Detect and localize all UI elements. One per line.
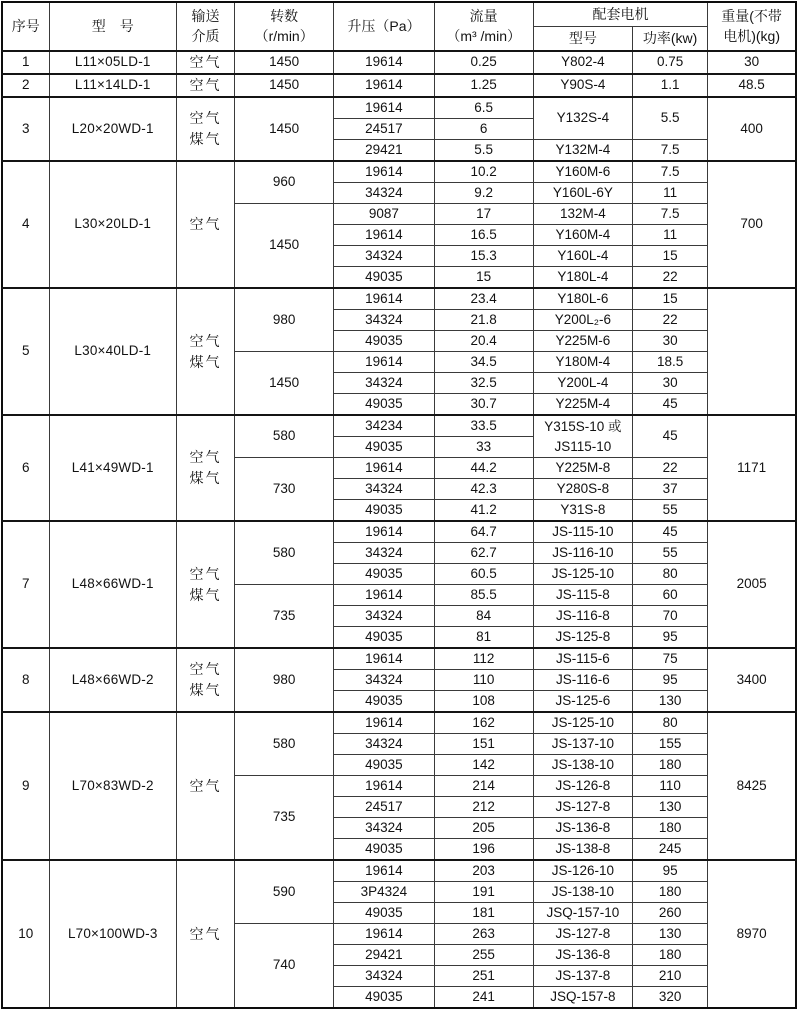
model-cell: L48×66WD-2 <box>49 648 176 712</box>
motor-model-cell: JS-136-8 <box>533 818 632 839</box>
power-cell: 70 <box>633 606 708 627</box>
flow-cell: 42.3 <box>434 479 533 500</box>
pressure-cell: 19614 <box>334 585 434 606</box>
power-cell: 5.5 <box>633 97 708 140</box>
pressure-cell: 34324 <box>334 818 434 839</box>
table-row <box>2 521 796 543</box>
motor-model-cell: JS-116-8 <box>533 606 632 627</box>
motor-model-cell: JS-138-8 <box>533 839 632 861</box>
pressure-cell: 49035 <box>334 500 434 522</box>
motor-model-cell: Y280S-8 <box>533 479 632 500</box>
col-header-speed-line2: （r/min） <box>254 27 314 44</box>
flow-cell: 33 <box>434 437 533 458</box>
flow-cell: 108 <box>434 691 533 713</box>
motor-model-cell: Y160M-6 <box>533 161 632 183</box>
motor-model-cell: Y315S-10 或 JS115-10 <box>533 415 632 458</box>
model-cell: L11×05LD-1 <box>49 51 176 74</box>
motor-model-cell: JSQ-157-10 <box>533 903 632 924</box>
speed-cell: 580 <box>235 521 334 585</box>
motor-model-cell: Y31S-8 <box>533 500 632 522</box>
speed-cell: 580 <box>235 712 334 776</box>
power-cell: 55 <box>633 543 708 564</box>
flow-cell: 151 <box>434 734 533 755</box>
pressure-cell: 19614 <box>334 161 434 183</box>
power-cell: 95 <box>633 860 708 882</box>
motor-model-cell: JS-125-6 <box>533 691 632 713</box>
weight-cell: 2005 <box>708 521 796 648</box>
pressure-cell: 34324 <box>334 310 434 331</box>
serial-cell: 5 <box>2 288 49 415</box>
power-cell: 95 <box>633 670 708 691</box>
speed-cell: 590 <box>235 860 334 924</box>
weight-cell: 400 <box>708 97 796 161</box>
power-cell: 22 <box>633 310 708 331</box>
motor-model-cell: Y200L₂-6 <box>533 310 632 331</box>
flow-cell: 196 <box>434 839 533 861</box>
power-cell: 110 <box>633 776 708 797</box>
medium-cell: 空气 <box>176 161 234 288</box>
flow-cell: 181 <box>434 903 533 924</box>
pressure-cell: 19614 <box>334 458 434 479</box>
weight-cell: 8970 <box>708 860 796 1008</box>
weight-cell: 3400 <box>708 648 796 712</box>
medium-cell: 空气 煤气 <box>176 288 234 415</box>
speed-cell: 735 <box>235 776 334 861</box>
pressure-cell: 34324 <box>334 734 434 755</box>
speed-cell: 980 <box>235 648 334 712</box>
col-header-speed-line1: 转数 <box>270 7 299 24</box>
col-header-flow-line2: （m³ /min） <box>446 27 521 44</box>
flow-cell: 20.4 <box>434 331 533 352</box>
serial-cell: 4 <box>2 161 49 288</box>
pressure-cell: 49035 <box>334 903 434 924</box>
serial-cell: 3 <box>2 97 49 161</box>
pressure-cell: 19614 <box>334 225 434 246</box>
pressure-cell: 34324 <box>334 606 434 627</box>
pressure-cell: 49035 <box>334 987 434 1009</box>
col-header-flow-line1: 流量 <box>469 7 498 24</box>
weight-cell: 30 <box>708 51 796 74</box>
pressure-cell: 19614 <box>334 712 434 734</box>
flow-cell: 81 <box>434 627 533 649</box>
flow-cell: 6 <box>434 119 533 140</box>
motor-model-cell: JS-138-10 <box>533 755 632 776</box>
speed-cell: 1450 <box>235 51 334 74</box>
pressure-cell: 34324 <box>334 543 434 564</box>
motor-model-cell: Y225M-6 <box>533 331 632 352</box>
medium-cell: 空气 煤气 <box>176 648 234 712</box>
col-header-weight <box>708 2 796 51</box>
speed-cell: 735 <box>235 585 334 649</box>
flow-cell: 241 <box>434 987 533 1009</box>
spec-table-body <box>2 51 796 1008</box>
flow-cell: 62.7 <box>434 543 533 564</box>
speed-cell: 1450 <box>235 204 334 289</box>
power-cell: 22 <box>633 267 708 289</box>
motor-model-cell: JS-115-10 <box>533 521 632 543</box>
speed-cell: 1450 <box>235 74 334 97</box>
table-row <box>2 288 796 310</box>
flow-cell: 214 <box>434 776 533 797</box>
power-cell: 55 <box>633 500 708 522</box>
model-cell: L41×49WD-1 <box>49 415 176 521</box>
flow-cell: 263 <box>434 924 533 945</box>
pressure-cell: 19614 <box>334 776 434 797</box>
pressure-cell: 19614 <box>334 352 434 373</box>
motor-model-cell: Y180M-4 <box>533 352 632 373</box>
weight-cell <box>708 288 796 415</box>
pressure-cell: 49035 <box>334 627 434 649</box>
pressure-cell: 19614 <box>334 51 434 74</box>
motor-model-cell: JS-137-8 <box>533 966 632 987</box>
flow-cell: 16.5 <box>434 225 533 246</box>
col-header-medium <box>176 2 234 51</box>
col-header-flow <box>434 2 533 51</box>
power-cell: 45 <box>633 521 708 543</box>
col-header-model: 型 号 <box>49 2 176 51</box>
pressure-cell: 19614 <box>334 97 434 119</box>
pressure-cell: 49035 <box>334 394 434 416</box>
model-cell: L11×14LD-1 <box>49 74 176 97</box>
flow-cell: 9.2 <box>434 183 533 204</box>
model-cell: L20×20WD-1 <box>49 97 176 161</box>
col-header-motor-power: 功率(kw) <box>633 27 708 52</box>
power-cell: 18.5 <box>633 352 708 373</box>
power-cell: 245 <box>633 839 708 861</box>
pressure-cell: 19614 <box>334 74 434 97</box>
col-header-weight-line1: 重量(不带 <box>721 7 782 24</box>
power-cell: 7.5 <box>633 204 708 225</box>
motor-model-cell: Y180L-4 <box>533 267 632 289</box>
serial-cell: 10 <box>2 860 49 1008</box>
flow-cell: 255 <box>434 945 533 966</box>
col-header-serial: 序号 <box>2 2 49 51</box>
table-row <box>2 51 796 74</box>
flow-cell: 85.5 <box>434 585 533 606</box>
table-row <box>2 161 796 183</box>
power-cell: 11 <box>633 225 708 246</box>
pressure-cell: 34324 <box>334 373 434 394</box>
pressure-cell: 34324 <box>334 966 434 987</box>
power-cell: 155 <box>633 734 708 755</box>
pressure-cell: 49035 <box>334 839 434 861</box>
motor-model-cell: JS-125-10 <box>533 564 632 585</box>
power-cell: 15 <box>633 246 708 267</box>
serial-cell: 8 <box>2 648 49 712</box>
pressure-cell: 9087 <box>334 204 434 225</box>
weight-cell: 48.5 <box>708 74 796 97</box>
table-row <box>2 860 796 882</box>
model-cell: L70×100WD-3 <box>49 860 176 1008</box>
medium-cell: 空气 <box>176 860 234 1008</box>
flow-cell: 205 <box>434 818 533 839</box>
table-row <box>2 97 796 119</box>
motor-model-cell: 132M-4 <box>533 204 632 225</box>
flow-cell: 34.5 <box>434 352 533 373</box>
motor-model-cell: JS-126-10 <box>533 860 632 882</box>
model-cell: L30×40LD-1 <box>49 288 176 415</box>
motor-model-cell: JS-115-8 <box>533 585 632 606</box>
flow-cell: 30.7 <box>434 394 533 416</box>
serial-cell: 9 <box>2 712 49 860</box>
motor-model-cell: JS-126-8 <box>533 776 632 797</box>
pressure-cell: 49035 <box>334 564 434 585</box>
motor-model-cell: Y225M-4 <box>533 394 632 416</box>
power-cell: 75 <box>633 648 708 670</box>
motor-model-cell: JS-127-8 <box>533 797 632 818</box>
pressure-cell: 19614 <box>334 521 434 543</box>
col-header-motor-model: 型号 <box>533 27 632 52</box>
flow-cell: 203 <box>434 860 533 882</box>
power-cell: 37 <box>633 479 708 500</box>
table-row <box>2 648 796 670</box>
pressure-cell: 49035 <box>334 755 434 776</box>
power-cell: 180 <box>633 755 708 776</box>
power-cell: 11 <box>633 183 708 204</box>
power-cell: 180 <box>633 818 708 839</box>
power-cell: 22 <box>633 458 708 479</box>
power-cell: 130 <box>633 924 708 945</box>
power-cell: 130 <box>633 797 708 818</box>
pressure-cell: 34324 <box>334 183 434 204</box>
power-cell: 45 <box>633 415 708 458</box>
medium-cell: 空气 <box>176 74 234 97</box>
power-cell: 95 <box>633 627 708 649</box>
power-cell: 180 <box>633 945 708 966</box>
flow-cell: 112 <box>434 648 533 670</box>
flow-cell: 15 <box>434 267 533 289</box>
pressure-cell: 24517 <box>334 119 434 140</box>
power-cell: 210 <box>633 966 708 987</box>
flow-cell: 0.25 <box>434 51 533 74</box>
flow-cell: 6.5 <box>434 97 533 119</box>
motor-model-cell: Y90S-4 <box>533 74 632 97</box>
motor-model-cell: Y225M-8 <box>533 458 632 479</box>
weight-cell: 700 <box>708 161 796 288</box>
pressure-cell: 29421 <box>334 140 434 162</box>
flow-cell: 33.5 <box>434 415 533 437</box>
serial-cell: 2 <box>2 74 49 97</box>
flow-cell: 5.5 <box>434 140 533 162</box>
motor-model-cell: JS-125-10 <box>533 712 632 734</box>
flow-cell: 191 <box>434 882 533 903</box>
speed-cell: 1450 <box>235 97 334 161</box>
table-header <box>2 2 796 51</box>
pressure-cell: 34324 <box>334 246 434 267</box>
power-cell: 7.5 <box>633 161 708 183</box>
flow-cell: 23.4 <box>434 288 533 310</box>
motor-model-cell: Y802-4 <box>533 51 632 74</box>
pressure-cell: 34324 <box>334 670 434 691</box>
motor-model-cell: JS-125-8 <box>533 627 632 649</box>
power-cell: 45 <box>633 394 708 416</box>
weight-cell: 8425 <box>708 712 796 860</box>
medium-cell: 空气 <box>176 712 234 860</box>
power-cell: 180 <box>633 882 708 903</box>
flow-cell: 21.8 <box>434 310 533 331</box>
pressure-cell: 19614 <box>334 924 434 945</box>
serial-cell: 7 <box>2 521 49 648</box>
motor-model-cell: Y180L-6 <box>533 288 632 310</box>
motor-model-cell: JS-127-8 <box>533 924 632 945</box>
power-cell: 60 <box>633 585 708 606</box>
flow-cell: 15.3 <box>434 246 533 267</box>
pressure-cell: 29421 <box>334 945 434 966</box>
speed-cell: 580 <box>235 415 334 458</box>
motor-model-cell: Y132S-4 <box>533 97 632 140</box>
pressure-cell: 49035 <box>334 267 434 289</box>
power-cell: 260 <box>633 903 708 924</box>
col-header-motor-group: 配套电机 <box>533 2 707 27</box>
medium-cell: 空气 煤气 <box>176 415 234 521</box>
flow-cell: 142 <box>434 755 533 776</box>
speed-cell: 960 <box>235 161 334 204</box>
blower-spec-table <box>1 1 797 1009</box>
motor-model-cell: Y200L-4 <box>533 373 632 394</box>
serial-cell: 1 <box>2 51 49 74</box>
motor-model-cell: JS-116-6 <box>533 670 632 691</box>
flow-cell: 1.25 <box>434 74 533 97</box>
power-cell: 0.75 <box>633 51 708 74</box>
model-cell: L48×66WD-1 <box>49 521 176 648</box>
pressure-cell: 19614 <box>334 288 434 310</box>
speed-cell: 1450 <box>235 352 334 416</box>
power-cell: 30 <box>633 373 708 394</box>
flow-cell: 84 <box>434 606 533 627</box>
pressure-cell: 49035 <box>334 437 434 458</box>
col-header-pressure: 升压（Pa） <box>334 2 434 51</box>
power-cell: 130 <box>633 691 708 713</box>
motor-model-cell: JS-136-8 <box>533 945 632 966</box>
flow-cell: 64.7 <box>434 521 533 543</box>
speed-cell: 980 <box>235 288 334 352</box>
col-header-medium-line2: 介质 <box>191 27 220 44</box>
table-row <box>2 712 796 734</box>
power-cell: 80 <box>633 712 708 734</box>
flow-cell: 60.5 <box>434 564 533 585</box>
col-header-speed <box>235 2 334 51</box>
flow-cell: 110 <box>434 670 533 691</box>
flow-cell: 17 <box>434 204 533 225</box>
flow-cell: 32.5 <box>434 373 533 394</box>
motor-model-cell: Y160L-6Y <box>533 183 632 204</box>
pressure-cell: 19614 <box>334 648 434 670</box>
pressure-cell: 49035 <box>334 691 434 713</box>
motor-model-cell: JS-116-10 <box>533 543 632 564</box>
motor-model-cell: Y160L-4 <box>533 246 632 267</box>
motor-model-cell: JS-137-10 <box>533 734 632 755</box>
table-row <box>2 415 796 437</box>
pressure-cell: 3P4324 <box>334 882 434 903</box>
model-cell: L30×20LD-1 <box>49 161 176 288</box>
pressure-cell: 19614 <box>334 860 434 882</box>
col-header-weight-line2: 电机)(kg) <box>723 27 780 44</box>
flow-cell: 162 <box>434 712 533 734</box>
speed-cell: 740 <box>235 924 334 1009</box>
table-row <box>2 74 796 97</box>
flow-cell: 10.2 <box>434 161 533 183</box>
flow-cell: 212 <box>434 797 533 818</box>
weight-cell: 1171 <box>708 415 796 521</box>
model-cell: L70×83WD-2 <box>49 712 176 860</box>
col-header-medium-line1: 输送 <box>191 7 220 24</box>
power-cell: 7.5 <box>633 140 708 162</box>
motor-model-cell: JSQ-157-8 <box>533 987 632 1009</box>
pressure-cell: 34234 <box>334 415 434 437</box>
power-cell: 15 <box>633 288 708 310</box>
medium-cell: 空气 <box>176 51 234 74</box>
speed-cell: 730 <box>235 458 334 522</box>
motor-model-cell: JS-138-10 <box>533 882 632 903</box>
flow-cell: 44.2 <box>434 458 533 479</box>
power-cell: 320 <box>633 987 708 1009</box>
motor-model-cell: Y132M-4 <box>533 140 632 162</box>
flow-cell: 41.2 <box>434 500 533 522</box>
flow-cell: 251 <box>434 966 533 987</box>
medium-cell: 空气 煤气 <box>176 97 234 161</box>
power-cell: 1.1 <box>633 74 708 97</box>
motor-model-cell: Y160M-4 <box>533 225 632 246</box>
serial-cell: 6 <box>2 415 49 521</box>
power-cell: 30 <box>633 331 708 352</box>
power-cell: 80 <box>633 564 708 585</box>
pressure-cell: 34324 <box>334 479 434 500</box>
pressure-cell: 49035 <box>334 331 434 352</box>
medium-cell: 空气 煤气 <box>176 521 234 648</box>
motor-model-cell: JS-115-6 <box>533 648 632 670</box>
pressure-cell: 24517 <box>334 797 434 818</box>
